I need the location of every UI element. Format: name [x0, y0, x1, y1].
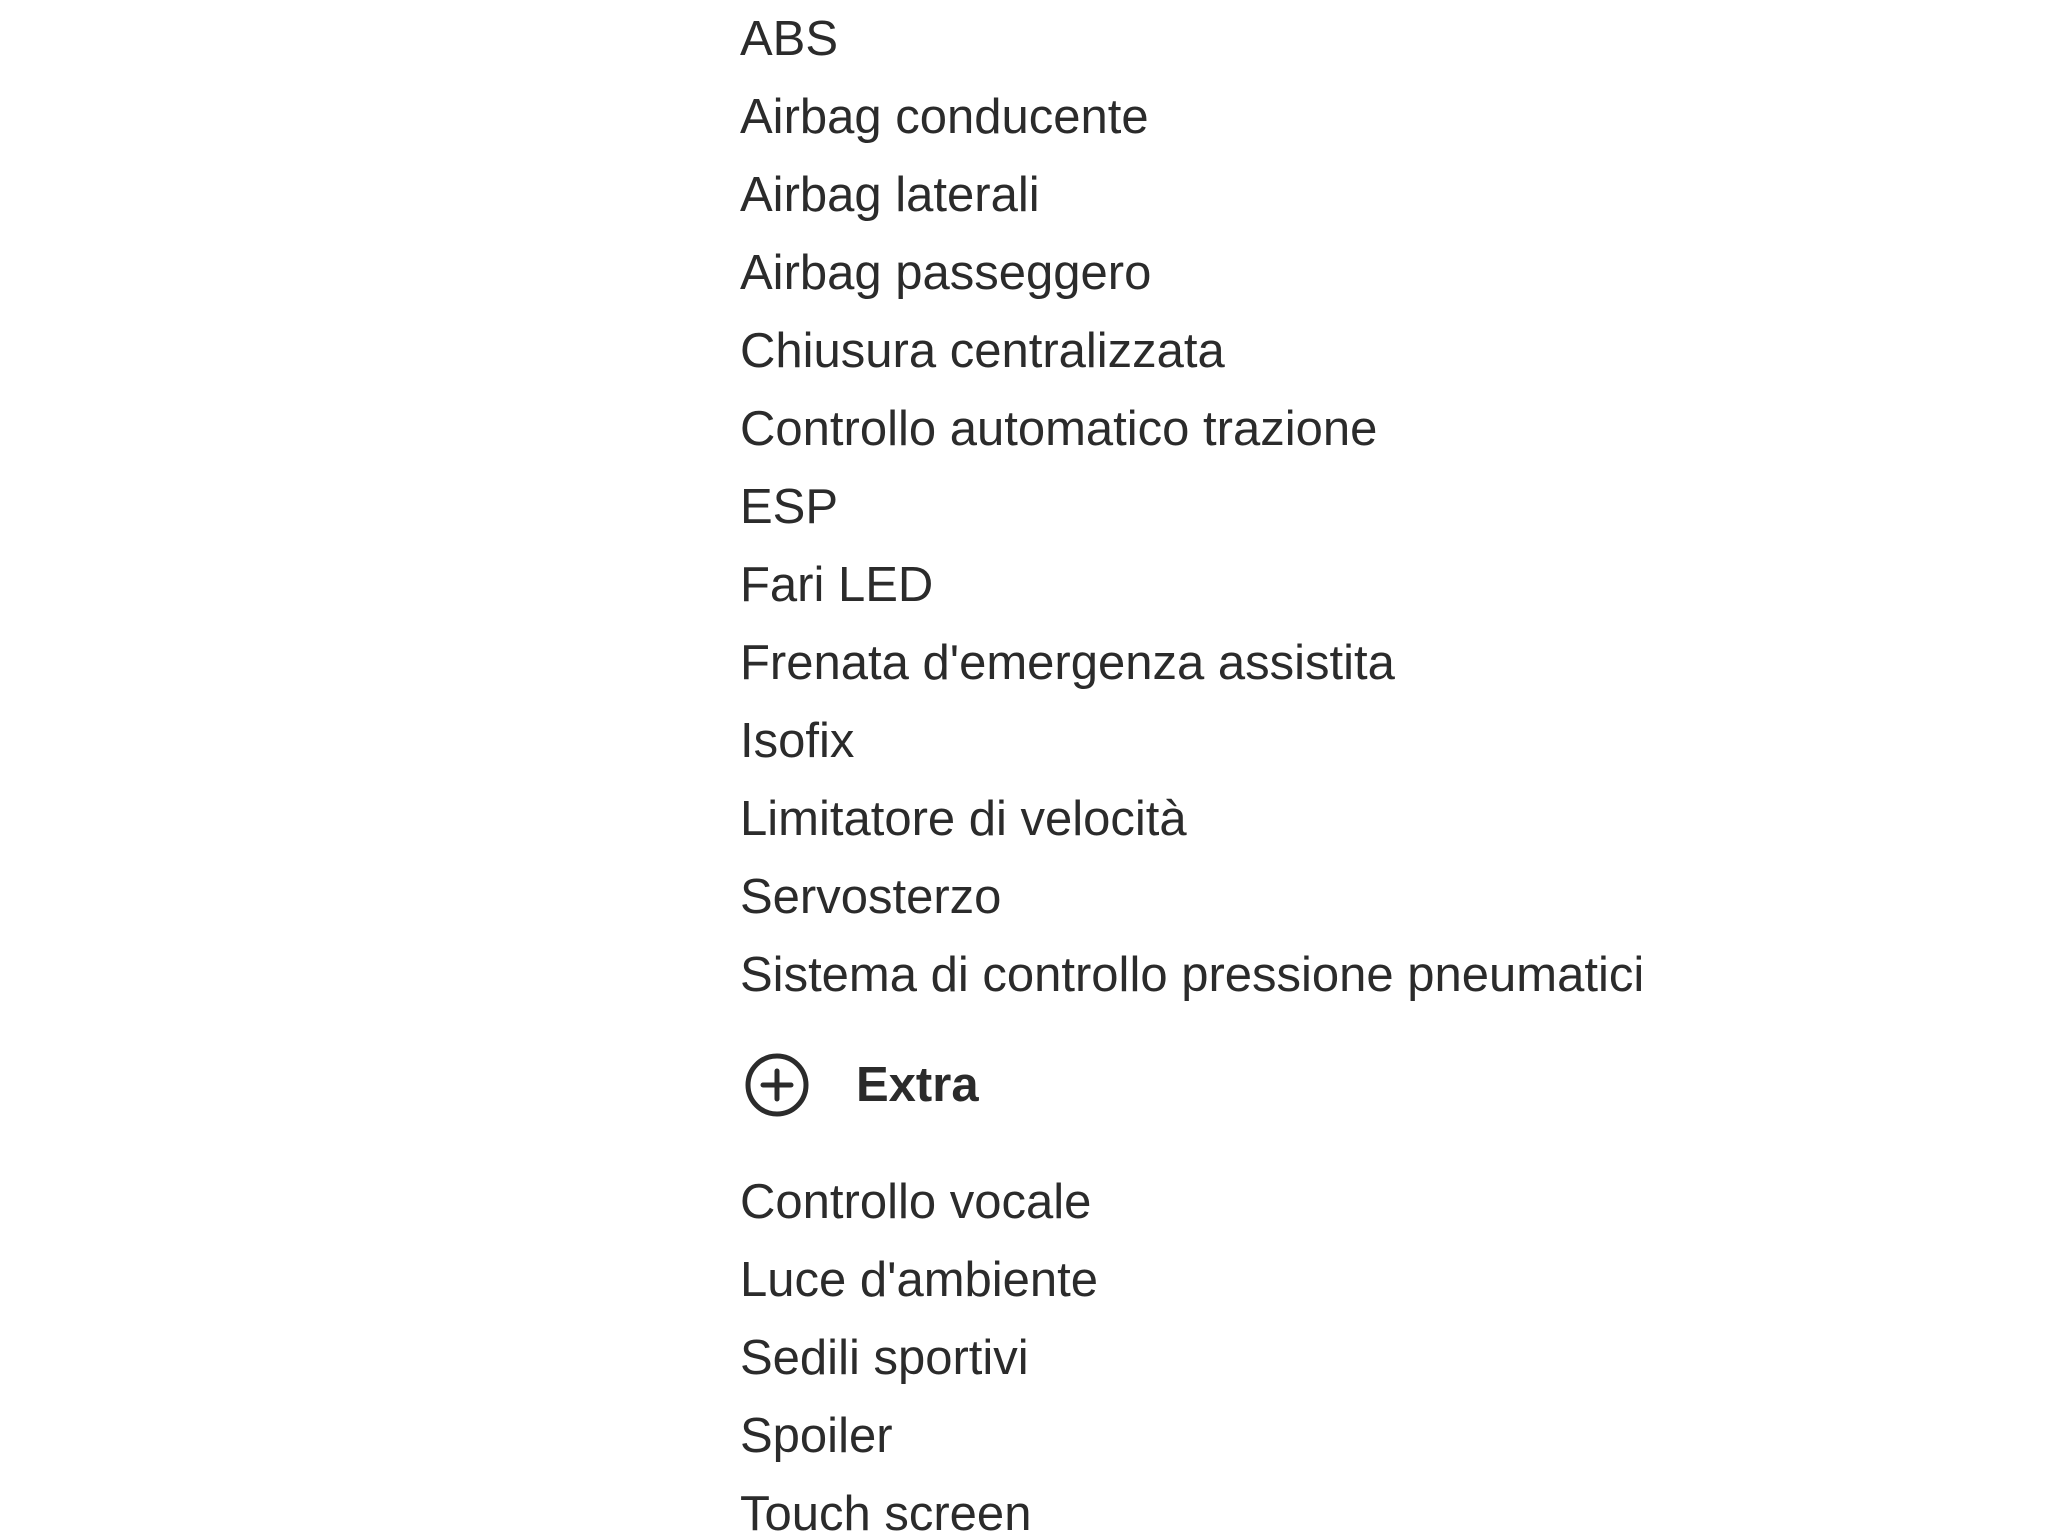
- list-item: Limitatore di velocità: [740, 792, 1187, 846]
- list-item: Airbag laterali: [740, 168, 1040, 222]
- list-item: Airbag passeggero: [740, 246, 1152, 300]
- list-item: Airbag conducente: [740, 90, 1149, 144]
- safety-feature-list: [740, 0, 1644, 1014]
- list-item: Luce d'ambiente: [740, 1253, 1099, 1307]
- list-item: Controllo vocale: [740, 1175, 1092, 1229]
- list-item: Fari LED: [740, 558, 934, 612]
- list-item: Chiusura centralizzata: [740, 324, 1225, 378]
- extra-section-header: [744, 1052, 979, 1118]
- list-item: Touch screen: [740, 1487, 1032, 1536]
- list-item: Sedili sportivi: [740, 1331, 1029, 1385]
- plus-circle-icon: [744, 1052, 810, 1118]
- extra-feature-list: [740, 1163, 1098, 1536]
- list-item: Controllo automatico trazione: [740, 402, 1378, 456]
- list-item: Frenata d'emergenza assistita: [740, 636, 1395, 690]
- list-item: Isofix: [740, 714, 855, 768]
- list-item: ESP: [740, 480, 839, 534]
- list-item: Servosterzo: [740, 870, 1002, 924]
- list-item: ABS: [740, 12, 839, 66]
- list-item: Sistema di controllo pressione pneumatici: [740, 948, 1645, 1002]
- section-title: Extra: [856, 1058, 979, 1112]
- list-item: Spoiler: [740, 1409, 893, 1463]
